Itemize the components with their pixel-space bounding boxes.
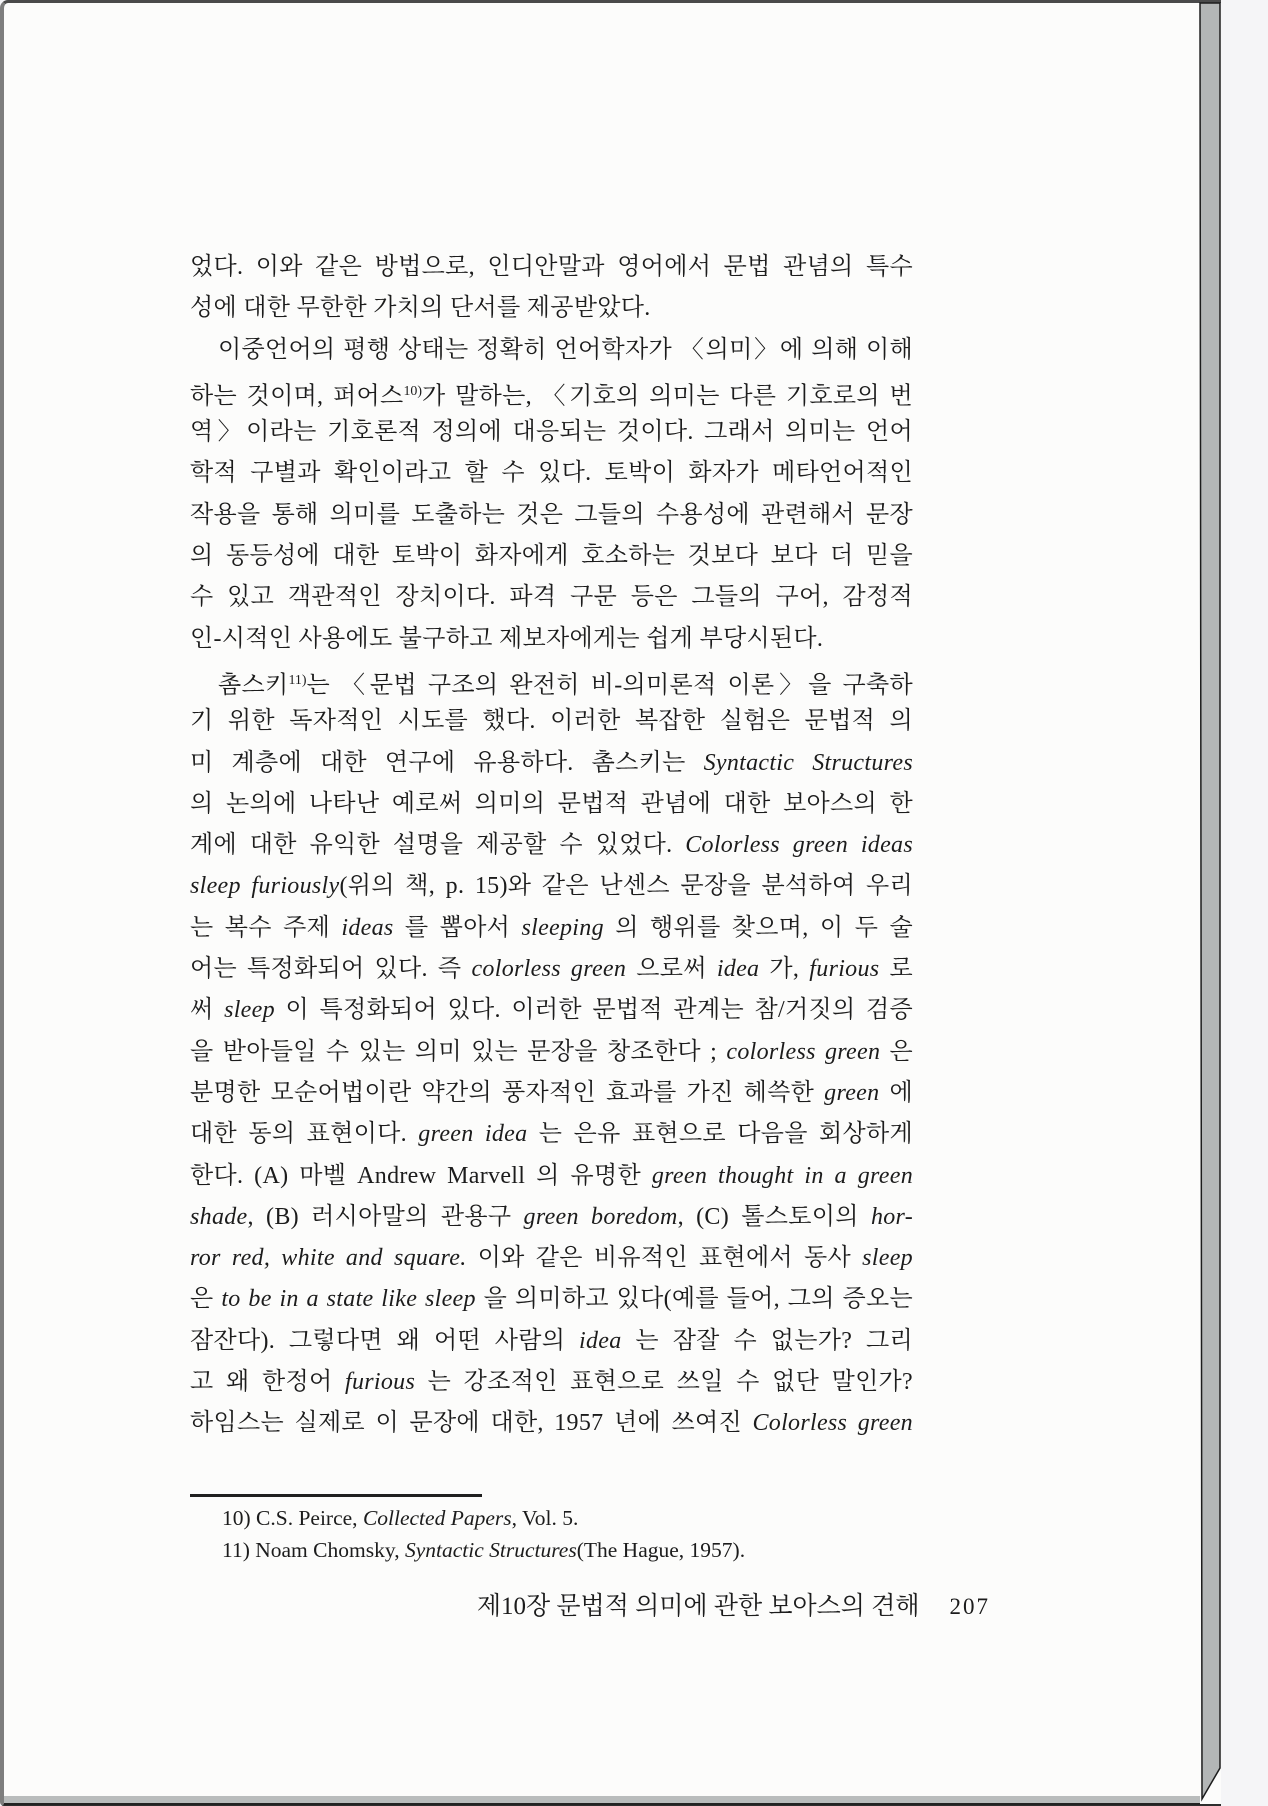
text-line: [190, 743, 913, 784]
text-run: 으로써: [626, 956, 717, 983]
text-line: [190, 247, 913, 288]
text-line: [190, 619, 913, 660]
text-run: 는 잠잘 수 없는가? 그리: [621, 1327, 913, 1354]
text-line: [190, 825, 913, 866]
text-line: [190, 412, 913, 453]
italic-run: green boredom: [523, 1203, 678, 1230]
italic-run: sleep: [862, 1245, 913, 1272]
text-line: [190, 1238, 913, 1279]
italic-run: Colorless green ideas: [685, 832, 913, 859]
italic-run: sleep furiously: [190, 873, 340, 900]
footnote-separator: [190, 1494, 482, 1497]
italic-run: shade: [190, 1203, 248, 1230]
text-line: [190, 1073, 913, 1114]
text-run: 11) Noam Chomsky,: [222, 1537, 405, 1562]
text-run: 었다. 이와 같은 방법으로, 인디안말과 영어에서 문법 관념의 특수: [190, 254, 913, 280]
text-run: 이와 같은 비유적인 표현에서 동사: [466, 1245, 863, 1272]
text-line: [190, 1362, 913, 1403]
text-line: [190, 660, 913, 701]
text-run: 을 의미하고 있다(예를 들어, 그의 증오는: [475, 1286, 913, 1313]
text-run: 10) C.S. Peirce,: [222, 1506, 363, 1530]
text-line: [190, 288, 913, 329]
text-run: 계에 대한 유익한 설명을 제공할 수 있었다.: [190, 832, 686, 859]
text-line: [190, 495, 913, 536]
text-run: 잠잔다). 그렇다면 왜 어떤 사람의: [190, 1327, 580, 1354]
italic-run: Collected Papers: [362, 1506, 512, 1530]
text-line: [190, 1114, 913, 1155]
text-run: 한다. (A) 마벨 Andrew Marvell 의 유명한: [190, 1162, 652, 1189]
text-line: [190, 1403, 913, 1444]
text-line: [190, 453, 913, 494]
text-line: [190, 1321, 913, 1362]
text-line: [190, 577, 913, 618]
italic-run: furious: [809, 956, 880, 983]
text-line: [190, 908, 913, 949]
body-text: [190, 247, 913, 1445]
text-line: [190, 784, 913, 825]
text-line: [190, 866, 913, 907]
italic-run: hor-: [870, 1203, 913, 1230]
italic-run: green: [824, 1079, 880, 1106]
italic-run: Colorless green: [752, 1410, 913, 1437]
text-run: , Vol. 5.: [511, 1506, 579, 1530]
text-run: 하는 것이며, 퍼어스: [190, 383, 404, 410]
text-line: [190, 1156, 913, 1197]
italic-run: idea: [579, 1327, 622, 1354]
text-run: 역〉이라는 기호론적 정의에 대응되는 것이다. 그래서 의미는 언어: [190, 419, 913, 446]
text-run: 기 위한 독자적인 시도를 했다. 이러한 복잡한 실험은 문법적 의: [190, 708, 913, 735]
text-line: [190, 990, 913, 1031]
text-run: 써: [190, 997, 225, 1024]
italic-run: sleep: [224, 997, 275, 1024]
italic-run: ror red, white and square.: [190, 1245, 467, 1272]
text-run: 하임스는 실제로 이 문장에 대한, 1957 년에 쓰여진: [190, 1410, 753, 1437]
text-run: 고 왜 한정어: [190, 1369, 345, 1396]
text-run: 미 계층에 대한 연구에 유용하다. 촘스키는: [190, 749, 704, 776]
text-run: 인-시적인 사용에도 불구하고 제보자에게는 쉽게 부당시된다.: [190, 625, 824, 652]
text-run: 을 받아들일 수 있는 의미 있는 문장을 창조한다 ;: [190, 1038, 727, 1065]
text-run: 이 특정화되어 있다. 이러한 문법적 관계는 참/거짓의 검증: [274, 997, 913, 1024]
text-run: , (C) 톨스토이의: [677, 1203, 871, 1230]
text-run: 는 강조적인 표현으로 쓰일 수 없단 말인가?: [415, 1369, 913, 1396]
text-run: 촘스키: [218, 672, 289, 699]
text-run: (The Hague, 1957).: [576, 1537, 746, 1562]
italic-run: colorless green: [726, 1038, 881, 1065]
text-run: 의 동등성에 대한 토박이 화자에게 호소하는 것보다 보다 더 믿을: [190, 543, 913, 570]
text-line: [190, 1032, 913, 1073]
text-run: 분명한 모순어법이란 약간의 풍자적인 효과를 가진 헤쓱한: [190, 1079, 825, 1106]
running-title: 제10장 문법적 의미에 관한 보아스의 견해: [476, 1593, 920, 1620]
text-line: [190, 701, 913, 742]
text-run: 가,: [759, 956, 810, 983]
italic-run: to be in a state like sleep: [221, 1286, 476, 1313]
italic-run: colorless green: [471, 956, 627, 983]
italic-run: green thought in a green: [651, 1162, 913, 1189]
text-run: 로: [879, 956, 913, 983]
text-run: 어는 특정화되어 있다. 즉: [190, 956, 472, 983]
footnote-line: [222, 1503, 962, 1535]
footnote-ref: 10): [403, 383, 422, 399]
footnote-ref: 11): [288, 672, 307, 688]
italic-run: Syntactic Structures: [703, 749, 913, 776]
text-run: 이중언어의 평행 상태는 정확히 언어학자가 〈의미〉에 의해 이해: [218, 336, 913, 363]
italic-run: Syntactic Structures: [404, 1537, 577, 1562]
text-run: 가 말하는, 〈기호의 의미는 다른 기호로의 번: [422, 383, 913, 410]
text-run: 는 복수 주제: [190, 914, 342, 941]
page-edge-right: [1196, 0, 1224, 1806]
text-run: 의 논의에 나타난 예로써 의미의 문법적 관념에 대한 보아스의 한: [190, 790, 913, 817]
footnote-line: [222, 1535, 962, 1567]
italic-run: green idea: [418, 1121, 528, 1148]
italic-run: furious: [345, 1369, 416, 1396]
text-run: 성에 대한 무한한 가치의 단서를 제공받았다.: [190, 295, 651, 322]
text-line: [190, 1197, 913, 1238]
text-run: 의 행위를 찾으며, 이 두 술: [603, 914, 913, 941]
italic-run: sleeping: [521, 914, 604, 941]
text-line: [190, 949, 913, 990]
text-run: (위의 책, p. 15)와 같은 난센스 문장을 분석하여 우리: [339, 873, 913, 900]
text-run: 대한 동의 표현이다.: [190, 1121, 419, 1148]
text-line: [190, 330, 913, 371]
italic-run: ideas: [341, 914, 394, 941]
italic-run: idea: [716, 956, 760, 983]
text-run: 에: [879, 1079, 913, 1106]
text-run: 학적 구별과 확인이라고 할 수 있다. 토박이 화자가 메타언어적인: [190, 460, 913, 487]
text-run: 는 〈문법 구조의 완전히 비-의미론적 이론〉을 구축하: [306, 672, 913, 699]
page-edge-bottom: [4, 1796, 1200, 1805]
text-run: 는 은유 표현으로 다음을 회상하게: [527, 1121, 913, 1148]
text-run: 를 뽑아서: [393, 914, 522, 941]
text-line: [190, 371, 913, 412]
footnotes: [222, 1503, 962, 1566]
text-run: , (B) 러시아말의 관용구: [247, 1203, 524, 1230]
text-run: 은: [880, 1038, 913, 1065]
text-line: [190, 536, 913, 577]
text-line: [190, 1279, 913, 1320]
page-number: 207: [949, 1594, 990, 1619]
text-run: 수 있고 객관적인 장치이다. 파격 구문 등은 그들의 구어, 감정적: [190, 584, 913, 611]
text-run: 작용을 통해 의미를 도출하는 것은 그들의 수용성에 관련해서 문장: [190, 501, 913, 528]
text-run: 은: [190, 1286, 222, 1313]
page-footer: [477, 1586, 990, 1622]
